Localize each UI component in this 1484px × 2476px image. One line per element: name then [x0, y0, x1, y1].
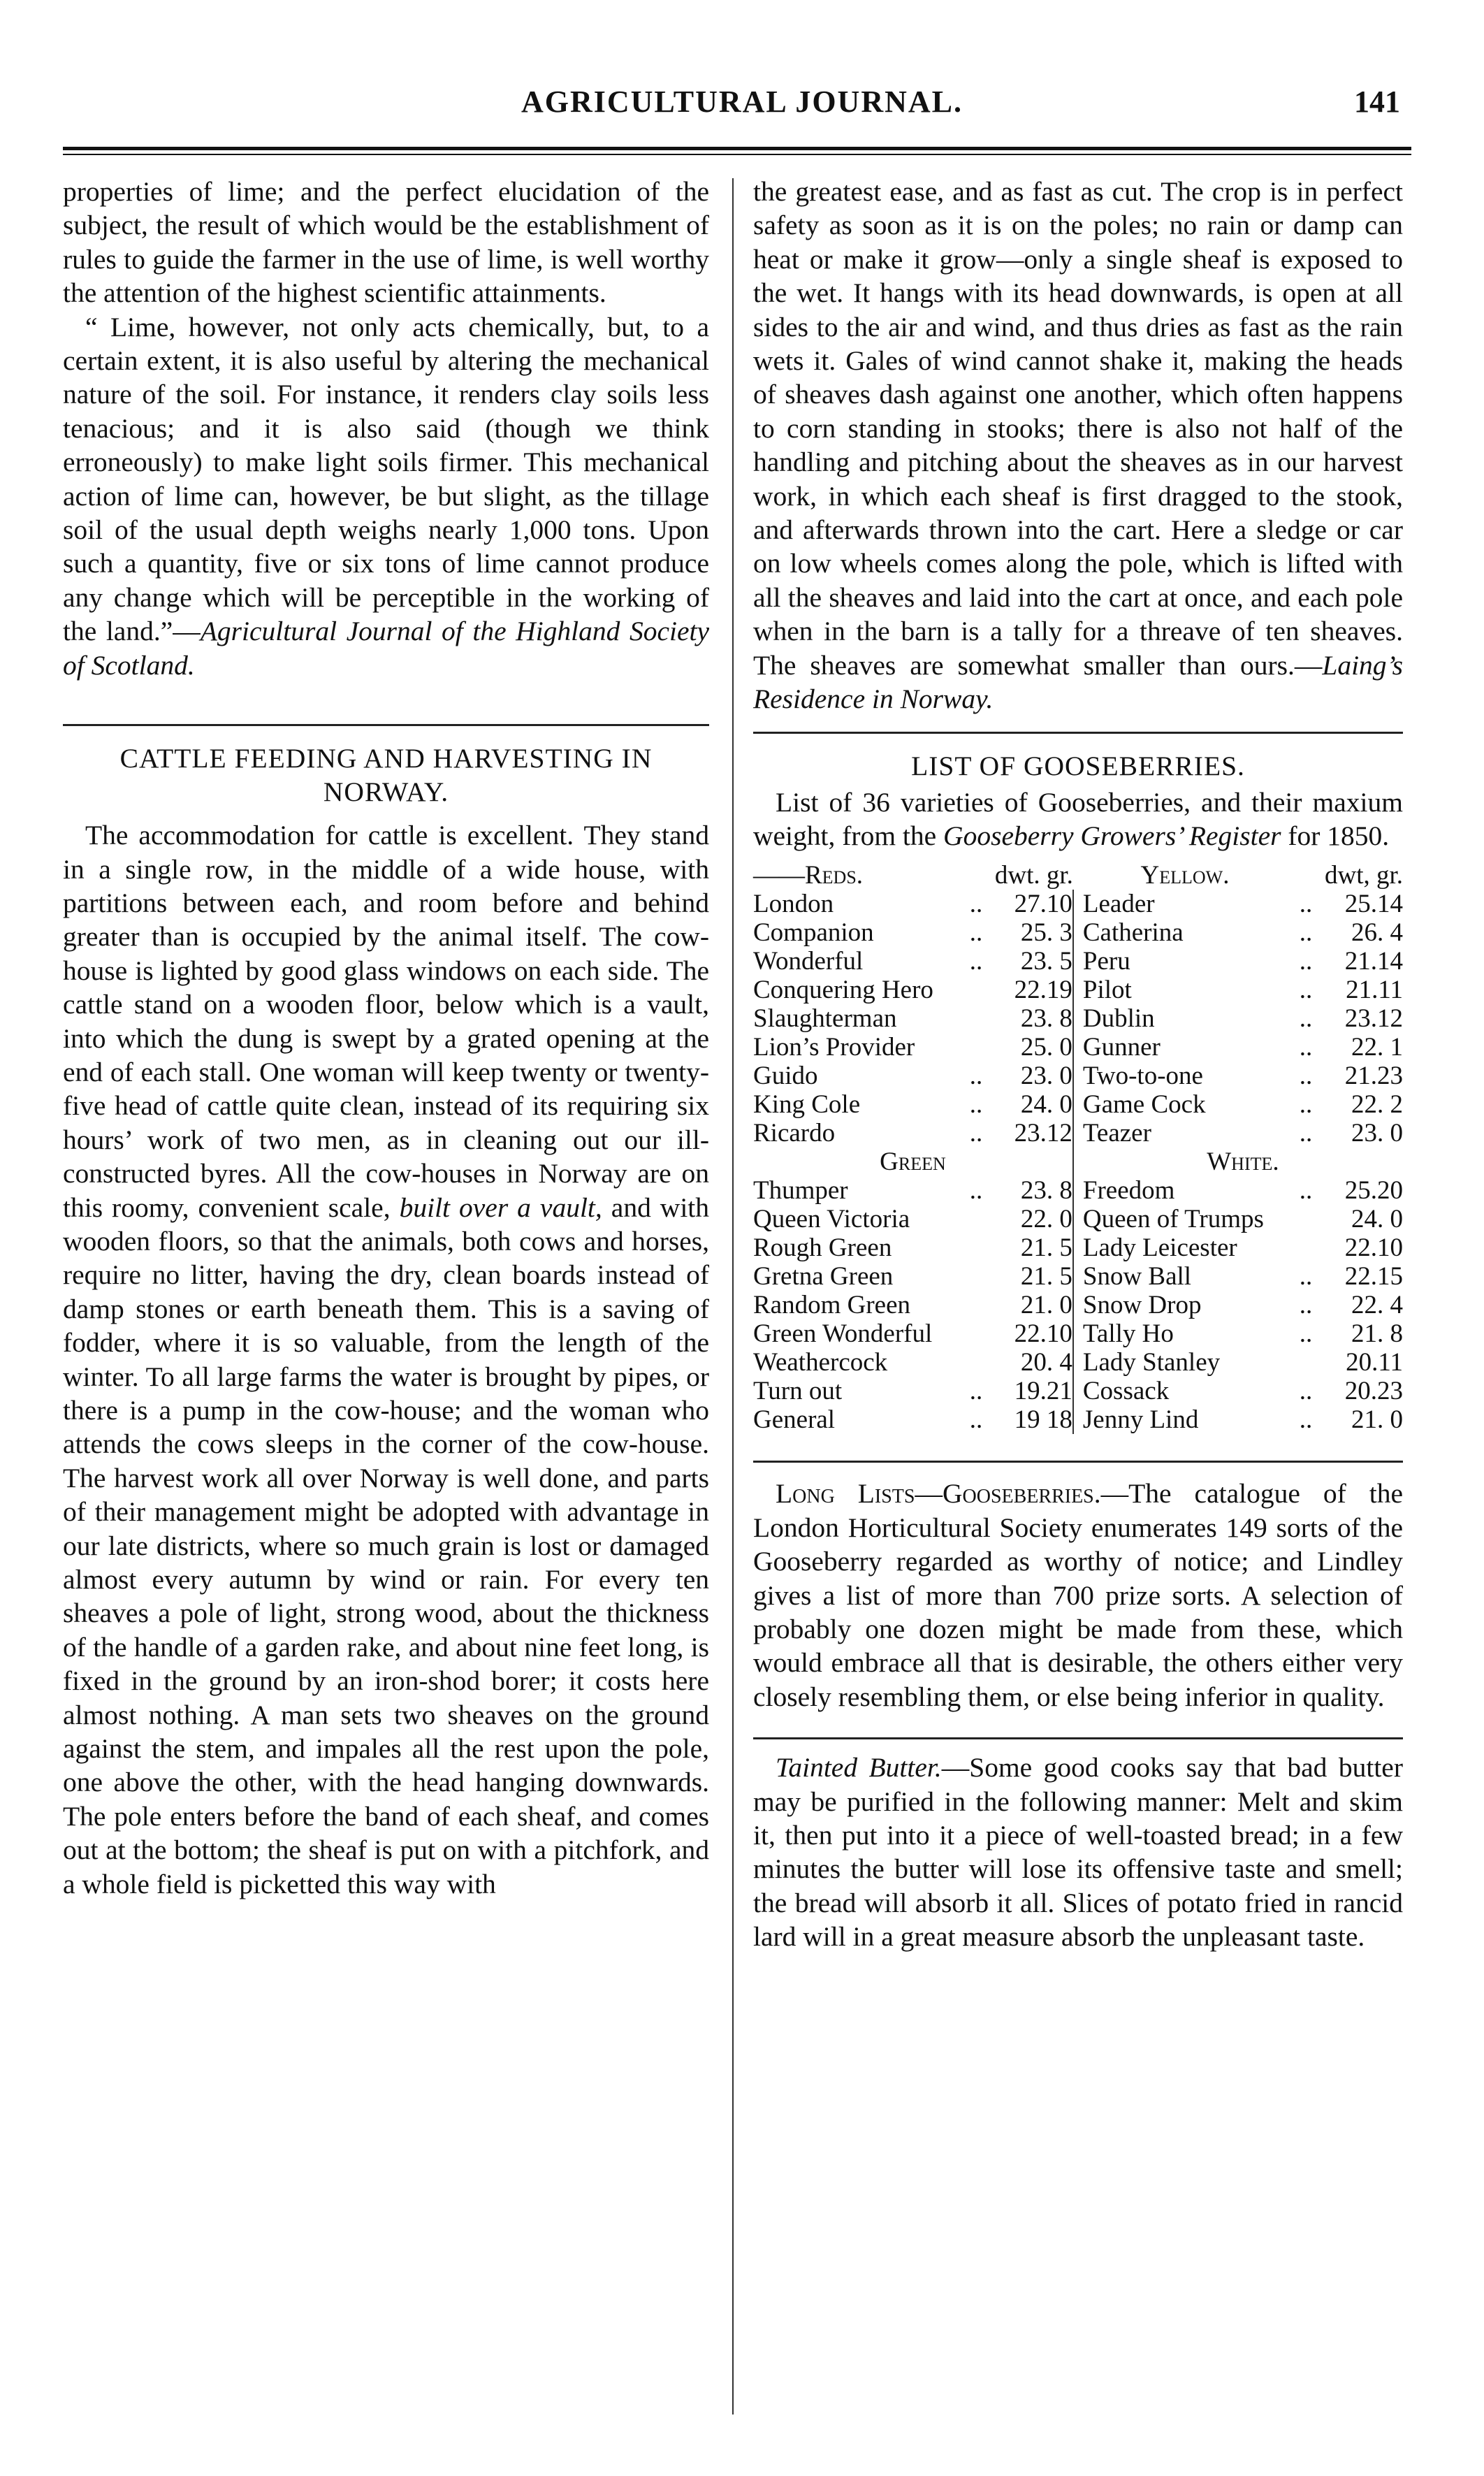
- weight-value: 23. 0: [1020, 1062, 1072, 1091]
- variety-name: Dublin: [1082, 1004, 1155, 1034]
- variety-name: Tally Ho: [1082, 1319, 1174, 1349]
- variety-name: Gretna Green: [753, 1262, 894, 1291]
- leader-dots: [957, 1319, 995, 1348]
- right-column: [753, 175, 1403, 1954]
- variety-name: Gunner: [1082, 1033, 1161, 1062]
- table-row: [753, 1262, 1403, 1291]
- weight-value: 19 18: [1014, 1405, 1072, 1435]
- table-row: [753, 1233, 1403, 1262]
- norway-source: Laing’s Residence in Norway.: [753, 649, 1403, 715]
- weight-value: 26. 4: [1351, 918, 1403, 948]
- table-divider: [1073, 1119, 1083, 1147]
- table-row: [753, 1405, 1403, 1434]
- variety-name: Guido: [753, 1062, 818, 1091]
- weight-value: 20.23: [1344, 1377, 1403, 1406]
- leader-dots: ..: [1299, 1033, 1313, 1062]
- variety-name: Turn out: [753, 1377, 843, 1406]
- variety-name: Conquering Hero: [753, 976, 933, 1005]
- section-rule: [63, 724, 709, 726]
- weight-value: 23. 5: [1020, 947, 1072, 976]
- table-row: [753, 1377, 1403, 1405]
- leader-dots: ..: [969, 947, 983, 976]
- long-lists-text: —The catalogue of the London Horticultural Society enumerates 149 sorts of the Gooseberry regarded as worthy of notice; and Lindley gives a list of more than 700 prize sorts. A selection of probably one dozen might be made from these, which would embrace all that is desirable, the others either very closely resembling them, or else being inferior in quality.: [753, 1478, 1404, 1712]
- table-divider: [1073, 1262, 1083, 1291]
- weight-value: 21. 5: [1020, 1262, 1072, 1291]
- leader-dots: ..: [1299, 1004, 1313, 1034]
- tainted-butter-text: —Some good cooks say that bad butter may be purified in the following manner: Melt and skim it, then put into it a piece of well-toasted bread; in a few minutes the butter will lose its offensive taste and smell; the bread will absorb it all. Slices of potato fried in rancid lard will in a great measure absorb the unpleasant taste.: [753, 1752, 1403, 1953]
- gooseberry-table: [753, 861, 1403, 1434]
- green-white-rows: [753, 1176, 1403, 1434]
- leader-dots: [957, 1205, 995, 1233]
- cattle-section-title: CATTLE FEEDING AND HARVESTING IN NORWAY.: [119, 743, 653, 808]
- norway-text: the greatest ease, and as fast as cut. The crop is in perfect safety as soon as it is on the poles; no rain or damp can heat or make it grow—only a single sheaf is exposed to the wet. It hangs with its head downwards, is open at all sides to the air and wind, and thus dries as fast as the rain wets it. Gales of wind cannot shake it, making the heads of sheaves dash against one another, which often happens to corn standing in stooks; there is also not half of the handling and pitching about the sheaves as in our harvest work, in which each sheaf is first dragged to the stook, and afterwards thrown into the cart. Here a sledge or car on low wheels comes along the pole, which is lifted with all the sheaves and laid into the cart at once, and each pole when in the barn is a tally for a threave of ten sheaves. The sheaves are somewhat smaller than ours.—: [753, 176, 1403, 681]
- leader-dots: [1287, 1348, 1325, 1377]
- table-divider: [1073, 1377, 1083, 1405]
- leader-dots: [957, 1004, 995, 1033]
- weight-value: 22.19: [1014, 976, 1072, 1005]
- table-divider: [1073, 861, 1083, 890]
- table-divider: [1073, 1205, 1083, 1233]
- variety-name: King Cole: [753, 1090, 861, 1120]
- leader-dots: [957, 1291, 995, 1319]
- header-units-right: dwt, gr.: [1324, 861, 1403, 890]
- cattle-emphasis: built over a vault,: [399, 1192, 602, 1223]
- weight-value: 25.14: [1344, 890, 1403, 919]
- leader-dots: ..: [1299, 1176, 1313, 1206]
- leader-dots: [1287, 1233, 1325, 1262]
- weight-value: 24. 0: [1351, 1205, 1403, 1234]
- section-rule: [753, 1737, 1403, 1739]
- leader-dots: [957, 1262, 995, 1291]
- gooseberry-intro: [753, 785, 1403, 853]
- weight-value: 23.12: [1344, 1004, 1403, 1034]
- long-lists-lead: Long Lists—Gooseberries.: [776, 1478, 1101, 1510]
- leader-dots: ..: [1299, 1062, 1313, 1091]
- leader-dots: ..: [969, 1090, 983, 1120]
- weight-value: 25. 3: [1020, 918, 1072, 948]
- table-row: [753, 1090, 1403, 1119]
- table-divider: [1073, 947, 1083, 976]
- variety-name: Random Green: [753, 1291, 911, 1320]
- weight-value: 22.15: [1344, 1262, 1403, 1291]
- weight-value: 20.11: [1346, 1348, 1403, 1377]
- weight-value: 25. 0: [1020, 1033, 1072, 1062]
- header-reds: ——Reds.: [753, 861, 864, 890]
- gooseberry-table-body: [753, 861, 1403, 890]
- table-divider: [1073, 1147, 1083, 1176]
- table-row: [753, 976, 1403, 1004]
- gooseberry-section-title: LIST OF GOOSEBERRIES.: [911, 750, 1245, 781]
- table-divider: [1073, 1062, 1083, 1090]
- weight-value: 21.11: [1346, 976, 1403, 1005]
- table-divider: [1073, 1291, 1083, 1319]
- leader-dots: [957, 976, 995, 1004]
- header-yellow: Yellow.: [1140, 861, 1230, 890]
- weight-value: 21. 8: [1351, 1319, 1403, 1349]
- weight-value: 20. 4: [1020, 1348, 1072, 1377]
- leader-dots: [1287, 1205, 1325, 1233]
- variety-name: Cossack: [1082, 1377, 1170, 1406]
- leader-dots: ..: [1299, 1405, 1313, 1435]
- table-divider: [1073, 1090, 1083, 1119]
- page-number: 141: [1354, 85, 1400, 119]
- variety-name: Peru: [1082, 947, 1130, 976]
- weight-value: 22.10: [1014, 1319, 1072, 1349]
- weight-value: 23.12: [1014, 1119, 1072, 1148]
- leader-dots: ..: [1299, 918, 1313, 948]
- gooseberry-register: Gooseberry Growers’ Register: [943, 820, 1281, 851]
- leader-dots: ..: [969, 918, 983, 948]
- weight-value: 21. 0: [1351, 1405, 1403, 1435]
- weight-value: 27.10: [1014, 890, 1072, 919]
- variety-name: Game Cock: [1082, 1090, 1206, 1120]
- column-divider: [732, 178, 734, 2415]
- table-row: [753, 1062, 1403, 1090]
- table-divider: [1073, 1004, 1083, 1033]
- leader-dots: ..: [969, 1119, 983, 1148]
- weight-value: 21. 5: [1020, 1233, 1072, 1263]
- variety-name: Jenny Lind: [1082, 1405, 1199, 1435]
- table-row: [753, 1348, 1403, 1377]
- table-divider: [1073, 1176, 1083, 1205]
- gooseberry-intro-b: for 1850.: [1288, 820, 1390, 851]
- table-header-row: [753, 861, 1403, 890]
- table-divider: [1073, 1405, 1083, 1434]
- weight-value: 25.20: [1344, 1176, 1403, 1206]
- variety-name: Lady Stanley: [1082, 1348, 1221, 1377]
- header-white: White.: [1207, 1147, 1279, 1177]
- gooseberry-intro-a: List of 36 varieties of Gooseberries, and their maxium weight, from the: [753, 786, 1403, 851]
- table-divider: [1073, 1319, 1083, 1348]
- long-lists-paragraph: [753, 1477, 1403, 1714]
- leader-dots: ..: [1299, 1262, 1313, 1291]
- variety-name: Queen of Trumps: [1082, 1205, 1264, 1234]
- leader-dots: ..: [1299, 976, 1313, 1005]
- table-subheader: [753, 1147, 1403, 1176]
- variety-name: London: [753, 890, 834, 919]
- variety-name: Companion: [753, 918, 874, 948]
- weight-value: 22. 1: [1351, 1033, 1403, 1062]
- leader-dots: ..: [1299, 1319, 1313, 1349]
- leader-dots: ..: [1299, 1377, 1313, 1406]
- variety-name: Lion’s Provider: [753, 1033, 915, 1062]
- weight-value: 22. 4: [1351, 1291, 1403, 1320]
- weight-value: 22.10: [1344, 1233, 1403, 1263]
- lime-paragraph-1: properties of lime; and the perfect elucidation of the subject, the result of which would be the establishment of rules to guide the farmer in the use of lime, is well worthy the attention of the highest scientific attainments.: [63, 176, 709, 309]
- variety-name: Lady Leicester: [1082, 1233, 1237, 1263]
- weight-value: 21.14: [1344, 947, 1403, 976]
- table-row: [753, 918, 1403, 947]
- variety-name: Queen Victoria: [753, 1205, 910, 1234]
- variety-name: Pilot: [1082, 976, 1132, 1005]
- variety-name: Weathercock: [753, 1348, 888, 1377]
- table-row: [753, 890, 1403, 918]
- variety-name: Snow Ball: [1082, 1262, 1192, 1291]
- leader-dots: ..: [969, 1176, 983, 1206]
- table-subheader-row: [753, 1147, 1403, 1176]
- variety-name: Wonderful: [753, 947, 864, 976]
- weight-value: 21.23: [1344, 1062, 1403, 1091]
- leader-dots: ..: [969, 890, 983, 919]
- table-row: [753, 1004, 1403, 1033]
- lime-source: Agricultural Journal of the Highland Society of Scotland.: [63, 616, 710, 681]
- table-divider: [1073, 976, 1083, 1004]
- weight-value: 23. 0: [1351, 1119, 1403, 1148]
- lime-quote: “ Lime, however, not only acts chemically, but, to a certain extent, it is also useful by altering the mechanical nature of the soil. For instance, it renders clay soils less tenacious; and it is also said (though we think erroneously) to make light soils firmer. This mechanical action of lime can, however, be but slight, as the tillage soil of the usual depth weighs nearly 1,000 tons. Upon such a quantity, five or six tons of lime cannot produce any change which will be perceptible in the working of the land.”—: [63, 311, 709, 647]
- header-spacer: [957, 861, 995, 890]
- leader-dots: ..: [969, 1405, 983, 1435]
- leader-dots: ..: [1299, 1291, 1313, 1320]
- leader-dots: ..: [1299, 1090, 1313, 1120]
- leader-dots: [957, 1033, 995, 1062]
- leader-dots: ..: [1299, 947, 1313, 976]
- table-divider: [1073, 1233, 1083, 1262]
- left-column: [63, 175, 709, 1901]
- running-header: AGRICULTURAL JOURNAL.: [521, 85, 963, 119]
- variety-name: Two-to-one: [1082, 1062, 1203, 1091]
- header-units-left: dwt. gr.: [994, 861, 1073, 890]
- tainted-butter-paragraph: [753, 1751, 1403, 1953]
- table-row: [753, 1205, 1403, 1233]
- table-row: [753, 1291, 1403, 1319]
- section-rule: [753, 1461, 1403, 1463]
- table-row: [753, 1033, 1403, 1062]
- table-divider: [1073, 1348, 1083, 1377]
- variety-name: Snow Drop: [1082, 1291, 1202, 1320]
- variety-name: Teazer: [1082, 1119, 1151, 1148]
- header-rule: [63, 147, 1411, 150]
- variety-name: Rough Green: [753, 1233, 892, 1263]
- lime-paragraph-2: [63, 310, 709, 682]
- tainted-butter-lead: Tainted Butter.: [776, 1752, 942, 1783]
- variety-name: Thumper: [753, 1176, 848, 1206]
- variety-name: Leader: [1082, 890, 1155, 919]
- header-rule-thin: [63, 154, 1411, 155]
- header-green: Green: [880, 1147, 946, 1177]
- cattle-text-a: The accommodation for cattle is excellent. They stand in a single row, in the middle of a wide house, with partitions between each, and room before and behind greater than is occupied by the animal itself. The cow-house is lighted by good glass windows on each side. The cattle stand on a wooden floor, below which is a vault, into which the dung is swept by a grated opening at the end of each stall. One woman will keep twenty or twenty-five head of cattle quite clean, instead of its requiring six hours’ work of two men, as in cleaning out our ill-constructed byres. All the cow-houses in Norway are on this roomy, convenient scale,: [63, 820, 709, 1223]
- leader-dots: [957, 1233, 995, 1262]
- leader-dots: ..: [1299, 1119, 1313, 1148]
- leader-dots: [957, 1348, 995, 1377]
- table-row: [753, 947, 1403, 976]
- variety-name: Catherina: [1082, 918, 1184, 948]
- weight-value: 24. 0: [1020, 1090, 1072, 1120]
- table-divider: [1073, 890, 1083, 918]
- weight-value: 23. 8: [1020, 1004, 1072, 1034]
- reds-yellow-rows: [753, 890, 1403, 1147]
- variety-name: General: [753, 1405, 836, 1435]
- header-spacer: [1287, 861, 1325, 890]
- variety-name: Green Wonderful: [753, 1319, 933, 1349]
- weight-value: 19.21: [1014, 1377, 1072, 1406]
- variety-name: Slaughterman: [753, 1004, 897, 1034]
- table-row: [753, 1119, 1403, 1147]
- table-divider: [1073, 918, 1083, 947]
- table-row: [753, 1176, 1403, 1205]
- weight-value: 22. 0: [1020, 1205, 1072, 1234]
- variety-name: Freedom: [1082, 1176, 1175, 1206]
- weight-value: 21. 0: [1020, 1291, 1072, 1320]
- norway-paragraph: [753, 175, 1403, 716]
- leader-dots: ..: [969, 1062, 983, 1091]
- section-rule: [753, 732, 1403, 734]
- table-row: [753, 1319, 1403, 1348]
- variety-name: Ricardo: [753, 1119, 836, 1148]
- weight-value: 22. 2: [1351, 1090, 1403, 1120]
- cattle-paragraph: [63, 818, 709, 1901]
- leader-dots: ..: [1299, 890, 1313, 919]
- weight-value: 23. 8: [1020, 1176, 1072, 1206]
- table-divider: [1073, 1033, 1083, 1062]
- cattle-text-b: and with wooden floors, so that the animals, both cows and horses, require no litter, having the dry, clean boards instead of damp stones or earth beneath them. This is a saving of fodder, where it is so valuable, from the length of the winter. To all large farms the water is brought by pipes, or there is a pump in the cow-house; and the woman who attends the cows sleeps in the corner of the cow-house. The harvest work all over Norway is well done, and parts of their management might be adopted with advantage in our late districts, where so much grain is lost or damaged almost every autumn by wind or rain. For every ten sheaves a pole of light, strong wood, about the thickness of the handle of a garden rake, and about nine feet long, is fixed in the ground by an iron-shod borer; it costs here almost nothing. A man sets two sheaves on the ground against the stem, and impales all the rest upon the pole, one above the other, with the head hanging downwards. The pole enters before the band of each sheaf, and comes out at the bottom; the sheaf is put on with a pitchfork, and a whole field is picketted this way with: [63, 1192, 710, 1899]
- leader-dots: ..: [969, 1377, 983, 1406]
